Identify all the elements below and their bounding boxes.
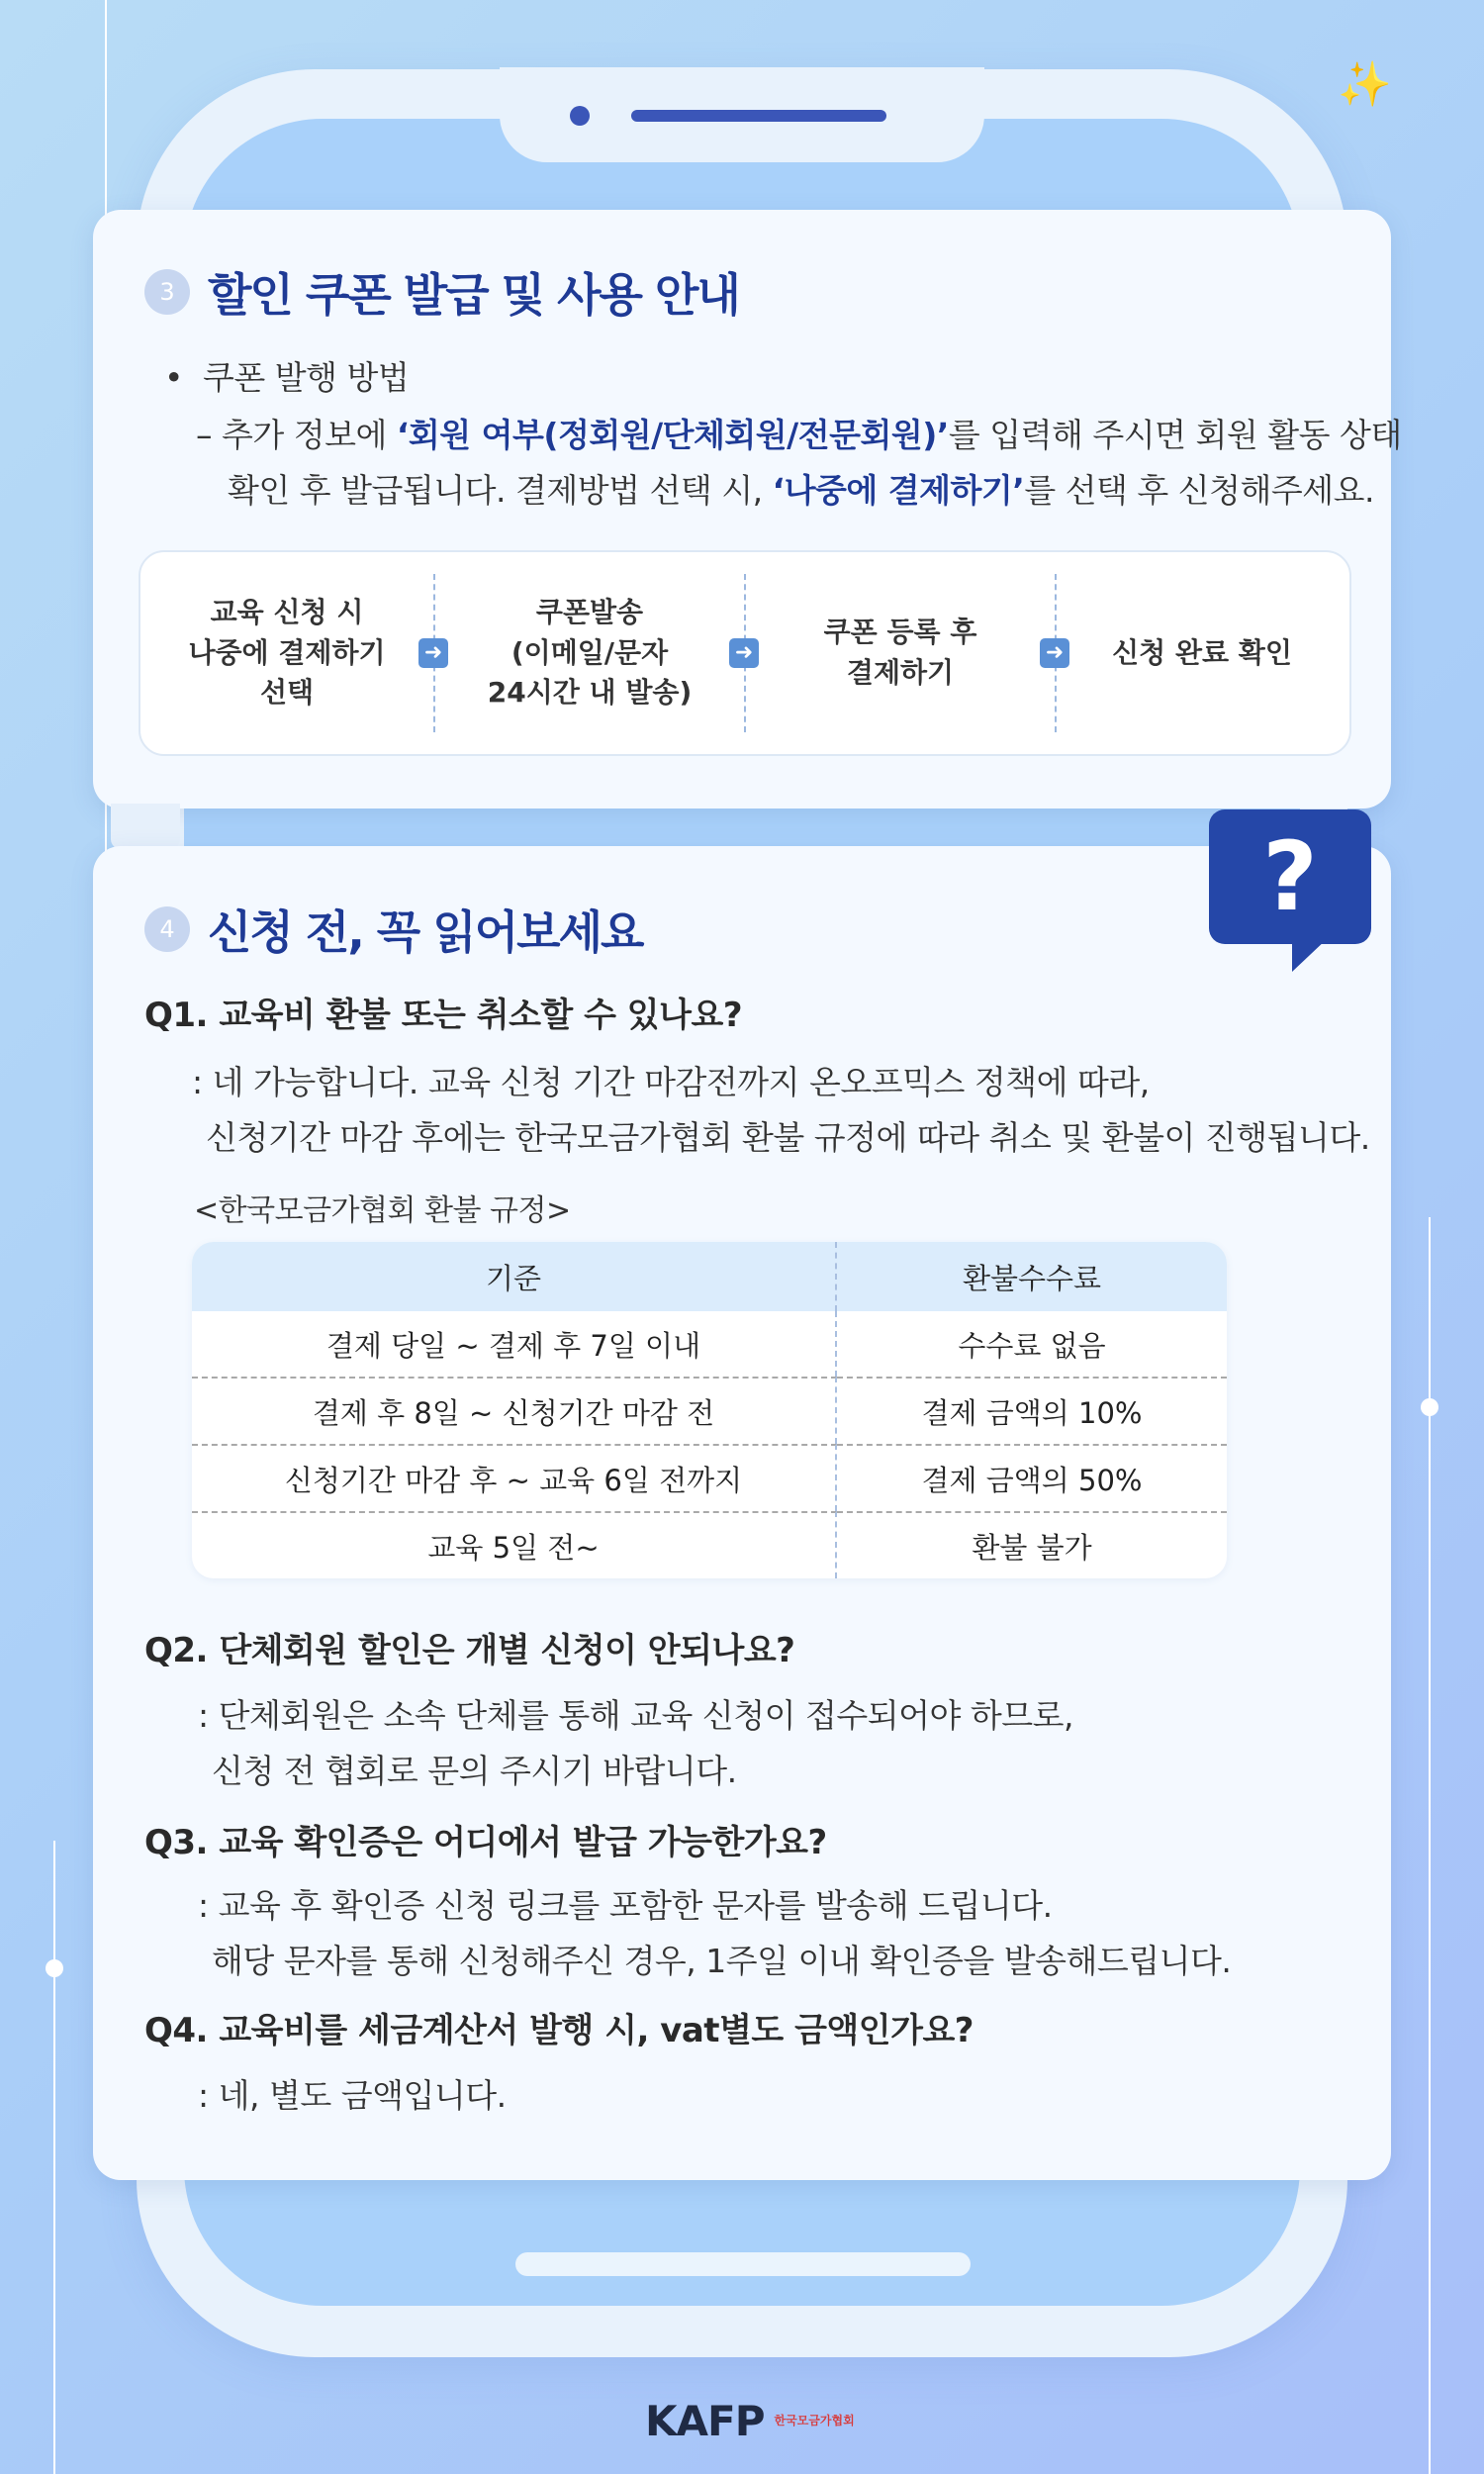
right-arrow-icon: ➜ bbox=[1040, 638, 1069, 668]
text-segment: 를 선택 후 신청해주세요. bbox=[1024, 471, 1375, 510]
flow-step-1: 교육 신청 시 나중에 결제하기 선택 bbox=[188, 596, 386, 710]
section-number-badge: 3 bbox=[144, 269, 190, 315]
faq-answer-3-line-1: : 교육 후 확인증 신청 링크를 포함한 문자를 발송해 드립니다. bbox=[198, 1886, 1053, 1925]
decorative-dot-left bbox=[46, 1959, 63, 1977]
coupon-instruction-line-1 bbox=[196, 410, 1402, 456]
table-row bbox=[192, 1511, 1227, 1578]
table-header-row bbox=[192, 1242, 1227, 1311]
section-4-heading bbox=[144, 897, 642, 962]
bullet-item bbox=[164, 352, 409, 399]
speaker-bar bbox=[631, 110, 886, 122]
sparkle-icon: ✨ bbox=[1338, 59, 1392, 110]
speech-bubble-tail bbox=[1292, 938, 1328, 972]
decorative-dot-right bbox=[1421, 1398, 1438, 1416]
right-arrow-icon: ➜ bbox=[729, 638, 759, 668]
logo-subtitle: 한국모금가협회 bbox=[774, 2414, 855, 2428]
refund-table-caption: <한국모금가협회 환불 규정> bbox=[194, 1193, 571, 1228]
faq-question-3: Q3. 교육 확인증은 어디에서 발급 가능한가요? bbox=[144, 1823, 827, 1862]
question-mark-icon: ? bbox=[1209, 809, 1371, 944]
bullet-dot-icon: • bbox=[164, 358, 203, 397]
logo-wordmark: KAFP bbox=[645, 2397, 765, 2445]
faq-question-4: Q4. 교육비를 세금계산서 발행 시, vat별도 금액인가요? bbox=[144, 2011, 974, 2050]
table-cell: 결제 금액의 50% bbox=[837, 1444, 1227, 1511]
table-cell: 교육 5일 전~ bbox=[192, 1511, 837, 1578]
table-header-cell: 환불수수료 bbox=[837, 1242, 1227, 1311]
table-cell: 수수료 없음 bbox=[958, 1328, 1106, 1363]
faq-question-2: Q2. 단체회원 할인은 개별 신청이 안되나요? bbox=[144, 1631, 795, 1670]
flow-step-3: 쿠폰 등록 후 결제하기 bbox=[823, 616, 977, 689]
coupon-instruction-line-2 bbox=[228, 465, 1374, 512]
table-cell: 결제 당일 ~ 결제 후 7일 이내 bbox=[192, 1311, 837, 1377]
text-segment: 확인 후 발급됩니다. 결제방법 선택 시, bbox=[228, 471, 773, 510]
faq-answer-2-line-2: 신청 전 협회로 문의 주시기 바랍니다. bbox=[212, 1752, 737, 1790]
card-connector bbox=[111, 804, 180, 849]
table-header-cell: 기준 bbox=[192, 1242, 837, 1311]
highlight-pay-later: ‘나중에 결제하기’ bbox=[772, 471, 1025, 510]
right-arrow-icon: ➜ bbox=[418, 638, 448, 668]
table-row bbox=[192, 1444, 1227, 1511]
section-title: 신청 전, 꼭 읽어보세요 bbox=[208, 905, 643, 959]
section-title: 할인 쿠폰 발급 및 사용 안내 bbox=[208, 268, 739, 322]
text-segment: – 추가 정보에 bbox=[196, 416, 397, 454]
faq-answer-2-line-1: : 단체회원은 소속 단체를 통해 교육 신청이 접수되어야 하므로, bbox=[198, 1696, 1073, 1735]
faq-answer-4-line-1: : 네, 별도 금액입니다. bbox=[198, 2076, 507, 2115]
faq-answer-1-line-1: : 네 가능합니다. 교육 신청 기간 마감전까지 온오프믹스 정책에 따라, bbox=[192, 1063, 1150, 1101]
camera-icon bbox=[570, 106, 590, 126]
table-cell: 결제 후 8일 ~ 신청기간 마감 전 bbox=[192, 1377, 837, 1444]
table-row bbox=[192, 1377, 1227, 1444]
bullet-label: 쿠폰 발행 방법 bbox=[202, 358, 410, 397]
flow-step-4: 신청 완료 확인 bbox=[1112, 635, 1292, 669]
text-segment: 를 입력해 주시면 회원 활동 상태 bbox=[948, 416, 1402, 454]
highlight-member-type: ‘회원 여부(정회원/단체회원/전문회원)’ bbox=[396, 416, 949, 454]
kafp-logo bbox=[645, 2397, 855, 2445]
faq-answer-1-line-2: 신청기간 마감 후에는 한국모금가협회 환불 규정에 따라 취소 및 환불이 진행됩니다. bbox=[206, 1118, 1370, 1157]
table-cell: 환불 불가 bbox=[837, 1511, 1227, 1578]
faq-answer-3-line-2: 해당 문자를 통해 신청해주신 경우, 1주일 이내 확인증을 발송해드립니다. bbox=[212, 1942, 1232, 1980]
faq-question-1: Q1. 교육비 환불 또는 취소할 수 있나요? bbox=[144, 996, 743, 1035]
coupon-flow-steps bbox=[139, 550, 1351, 756]
table-cell: 결제 금액의 10% bbox=[837, 1377, 1227, 1444]
section-number-badge: 4 bbox=[144, 906, 190, 952]
refund-policy-table bbox=[192, 1242, 1227, 1578]
flow-step-2: 쿠폰발송 (이메일/문자 24시간 내 발송) bbox=[487, 596, 693, 710]
table-row bbox=[192, 1311, 1227, 1377]
decorative-line-left-bottom bbox=[53, 1841, 55, 2474]
home-indicator-bar bbox=[515, 2252, 971, 2276]
table-cell: 신청기간 마감 후 ~ 교육 6일 전까지 bbox=[192, 1444, 837, 1511]
section-3-heading bbox=[144, 259, 739, 325]
